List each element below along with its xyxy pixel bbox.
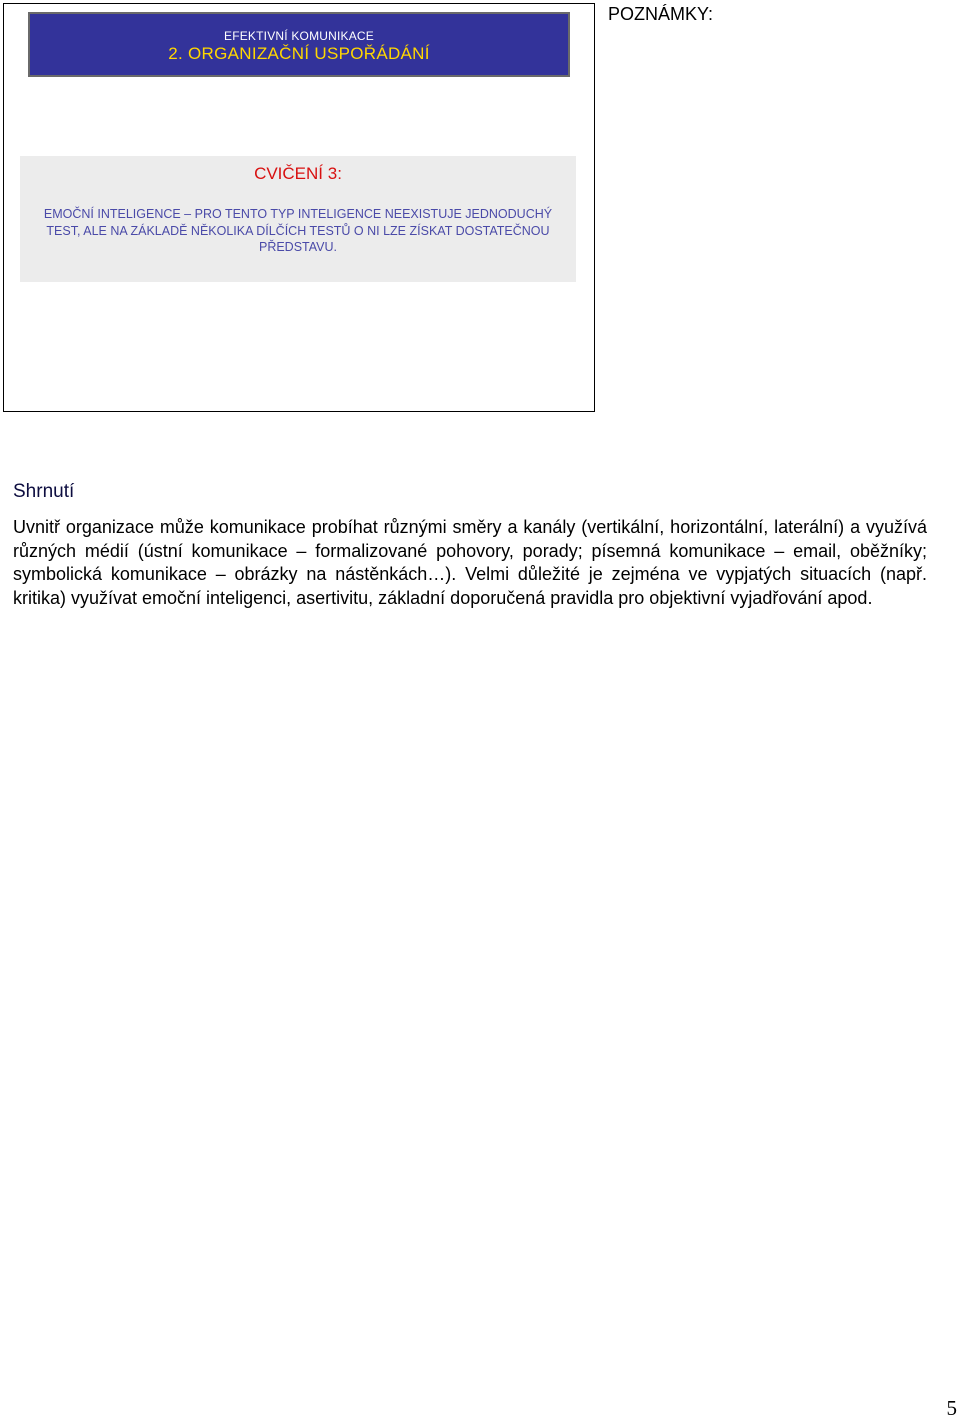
notes-label: POZNÁMKY: bbox=[608, 4, 714, 24]
page-number: 5 bbox=[946, 1396, 957, 1420]
slide-thumbnail bbox=[3, 3, 595, 412]
slide-header-title: 2. ORGANIZAČNÍ USPOŘÁDÁNÍ bbox=[168, 44, 430, 63]
exercise-box bbox=[20, 156, 576, 282]
exercise-text: EMOČNÍ INTELIGENCE – PRO TENTO TYP INTELIGENCE NEEXISTUJE JEDNODUCHÝ TEST, ALE NA ZÁKLADĚ NĚKOLIKA DÍLČÍCH TESTŮ O NI LZE ZÍSKAT DOSTATEČNOU PŘEDSTAVU. bbox=[43, 207, 553, 254]
slide-header bbox=[28, 12, 570, 77]
exercise-title: CVIČENÍ 3: bbox=[254, 164, 342, 183]
summary-title: Shrnutí bbox=[13, 481, 75, 502]
slide-header-subtitle: EFEKTIVNÍ KOMUNIKACE bbox=[223, 29, 375, 43]
summary-text: Uvnitř organizace může komunikace probíhat různými směry a kanály (vertikální, horizontální, laterální) a využívá různých médií (ústní komunikace – formalizované pohovory, porady; písemná komunikace – email, oběžníky; symbolická komunikace – obrázky na nástěnkách…). Velmi důležité je zejména ve vypjatých situacích (např. kritika) využívat emoční inteligenci, asertivitu, základní doporučená pravidla pro objektivní vyjadřování apod. bbox=[13, 517, 927, 608]
